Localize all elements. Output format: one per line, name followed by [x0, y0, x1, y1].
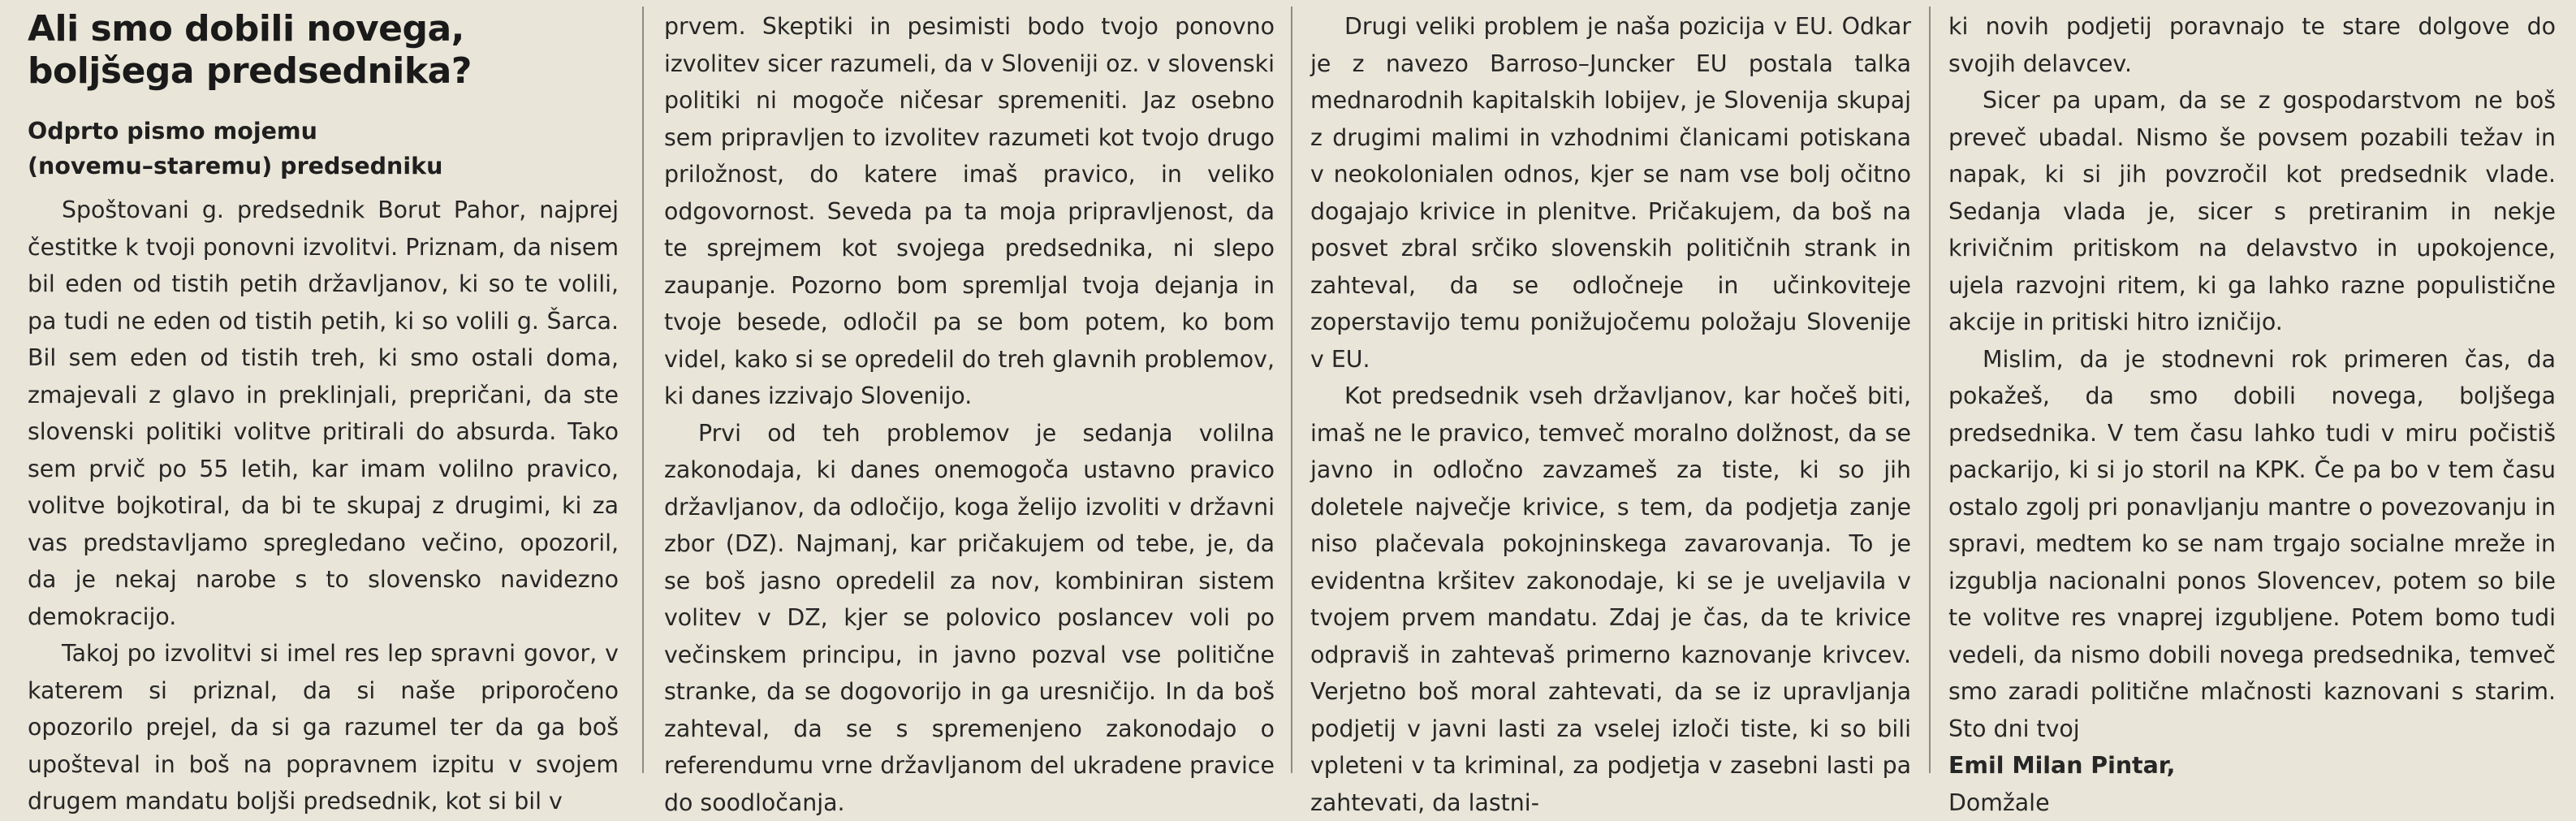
column-4 [1948, 8, 2556, 771]
author-location: Domžale [1948, 784, 2556, 821]
subheading-line-2: (novemu–staremu) predsedniku [28, 153, 442, 179]
author-name: Emil Milan Pintar, [1948, 747, 2556, 784]
column-divider [1929, 6, 1931, 773]
paragraph: Mislim, da je stodnevni rok primeren čas, da pokažeš, da smo dobili novega, boljšega predsednika. V tem času lahko tudi v miru počistiš packarijo, ki si jo storil na KPK. Če pa bo v tem času ostalo zgolj pri ponavljanju mantre o povezovanju in spravi, medtem ko se nam trgajo socialne mreže in izgublja nacionalni ponos Slovencev, potem so bile te volitve res vnaprej izgubljene. Potem bomo tudi vedeli, da nismo dobili novega predsednika, temveč smo zaradi politične mlačnosti kaznovani s starim. Sto dni tvoj [1948, 341, 2556, 748]
paragraph: prvem. Skeptiki in pesimisti bodo tvojo ponovno izvolitev sicer razumeli, da v Sloveniji oz. v slovenski politiki ni mogoče ničesar spremeniti. Jaz osebno sem pripravljen to izvolitev razumeti kot tvojo drugo priložnost, do katere imaš pravico, in veliko odgovornost. Seveda pa ta moja pripravljenost, da te sprejmem kot svojega predsednika, ni slepo zaupanje. Pozorno bom spremljal tvoja dejanja in tvoje besede, odločil pa se bom potem, ko bom videl, kako si se opredelil do treh glavnih problemov, ki danes izzivajo Slovenijo. [664, 8, 1275, 415]
paragraph: Spoštovani g. predsednik Borut Pahor, najprej čestitke k tvoji ponovni izvolitvi. Priznam, da nisem bil eden od tistih petih državljanov, ki so te volili, pa tudi ne eden od tistih petih, ki so volili g. Šarca. Bil sem eden od tistih treh, ki smo ostali doma, zmajevali z glavo in preklinjali, prepričani, da ste slovenski politiki volitve pritirali do absurda. Tako sem prvič po 55 letih, kar imam volilno pravico, volitve bojkotiral, da bi te skupaj z drugimi, ki za vas predstavljamo spregledano večino, opozoril, da je nekaj narobe s to slovensko navidezno demokracijo. [28, 192, 619, 635]
column-3 [1310, 8, 1911, 771]
headline-line-2: boljšega predsednika? [28, 50, 472, 92]
column-divider [1291, 6, 1292, 773]
paragraph: Prvi od teh problemov je sedanja volilna zakonodaja, ki danes onemogoča ustavno pravico državljanov, da odločijo, koga želijo izvoliti v državni zbor (DZ). Najmanj, kar pričakujem od tebe, je, da se boš jasno opredelil za nov, kombiniran sistem volitev v DZ, kjer se polovico poslancev voli po večinskem principu, in javno pozval vse politične stranke, da se dogovorijo in ga uresničijo. In da boš zahteval, da se s spremenjeno zakonodajo o referendumu vrne državljanom del ukradene pravice do soodločanja. [664, 415, 1275, 821]
column-2 [664, 8, 1275, 771]
headline-line-1: Ali smo dobili novega, [28, 8, 464, 50]
column-1 [28, 8, 619, 771]
paragraph: ki novih podjetij poravnajo te stare dolgove do svojih delavcev. [1948, 8, 2556, 82]
article-subheading [28, 114, 619, 184]
subheading-line-1: Odprto pismo mojemu [28, 118, 317, 145]
paragraph: Sicer pa upam, da se z gospodarstvom ne boš preveč ubadal. Nismo še povsem pozabili težav in napak, ki si jih povzročil kot predsednik vlade. Sedanja vlada je, sicer s pretiranim in nekje krivičnim pritiskom na delavstvo in upokojence, ujela razvojni ritem, ki ga lahko razne populistične akcije in pritiski hitro izničijo. [1948, 82, 2556, 341]
paragraph: Drugi veliki problem je naša pozicija v EU. Odkar je z navezo Barroso–Juncker EU postala talka mednarodnih kapitalskih lobijev, je Slovenija skupaj z drugimi malimi in vzhodnimi članicami potiskana v neokolonialen odnos, kjer se nam vse bolj očitno dogajajo krivice in plenitve. Pričakujem, da boš na posvet zbral srčiko slovenskih političnih strank in zahteval, da se odločneje in učinkoviteje zoperstavijo temu ponižujočemu položaju Slovenije v EU. [1310, 8, 1911, 378]
article-headline [28, 8, 619, 93]
paragraph: Takoj po izvolitvi si imel res lep spravni govor, v katerem si priznal, da si naše priporočeno opozorilo prejel, da si ga razumel ter da ga boš upošteval in boš na popravnem izpitu v svojem drugem mandatu boljši predsednik, kot si bil v [28, 635, 619, 820]
column-divider [642, 6, 644, 773]
paragraph: Kot predsednik vseh državljanov, kar hočeš biti, imaš ne le pravico, temveč moralno dolžnost, da se javno in odločno zavzameš za tiste, ki so jih doletele največje krivice, s tem, da podjetja zanje niso plačevala pokojninskega zavarovanja. To je evidentna kršitev zakonodaje, ki se je uveljavila v tvojem prvem mandatu. Zdaj je čas, da te krivice odpraviš in zahtevaš primerno kaznovanje krivcev. Verjetno boš moral zahtevati, da se iz upravljanja podjetij v javni lasti za vselej izloči tiste, ki so bili vpleteni v ta kriminal, za podjetja v zasebni lasti pa zahtevati, da lastni- [1310, 378, 1911, 821]
